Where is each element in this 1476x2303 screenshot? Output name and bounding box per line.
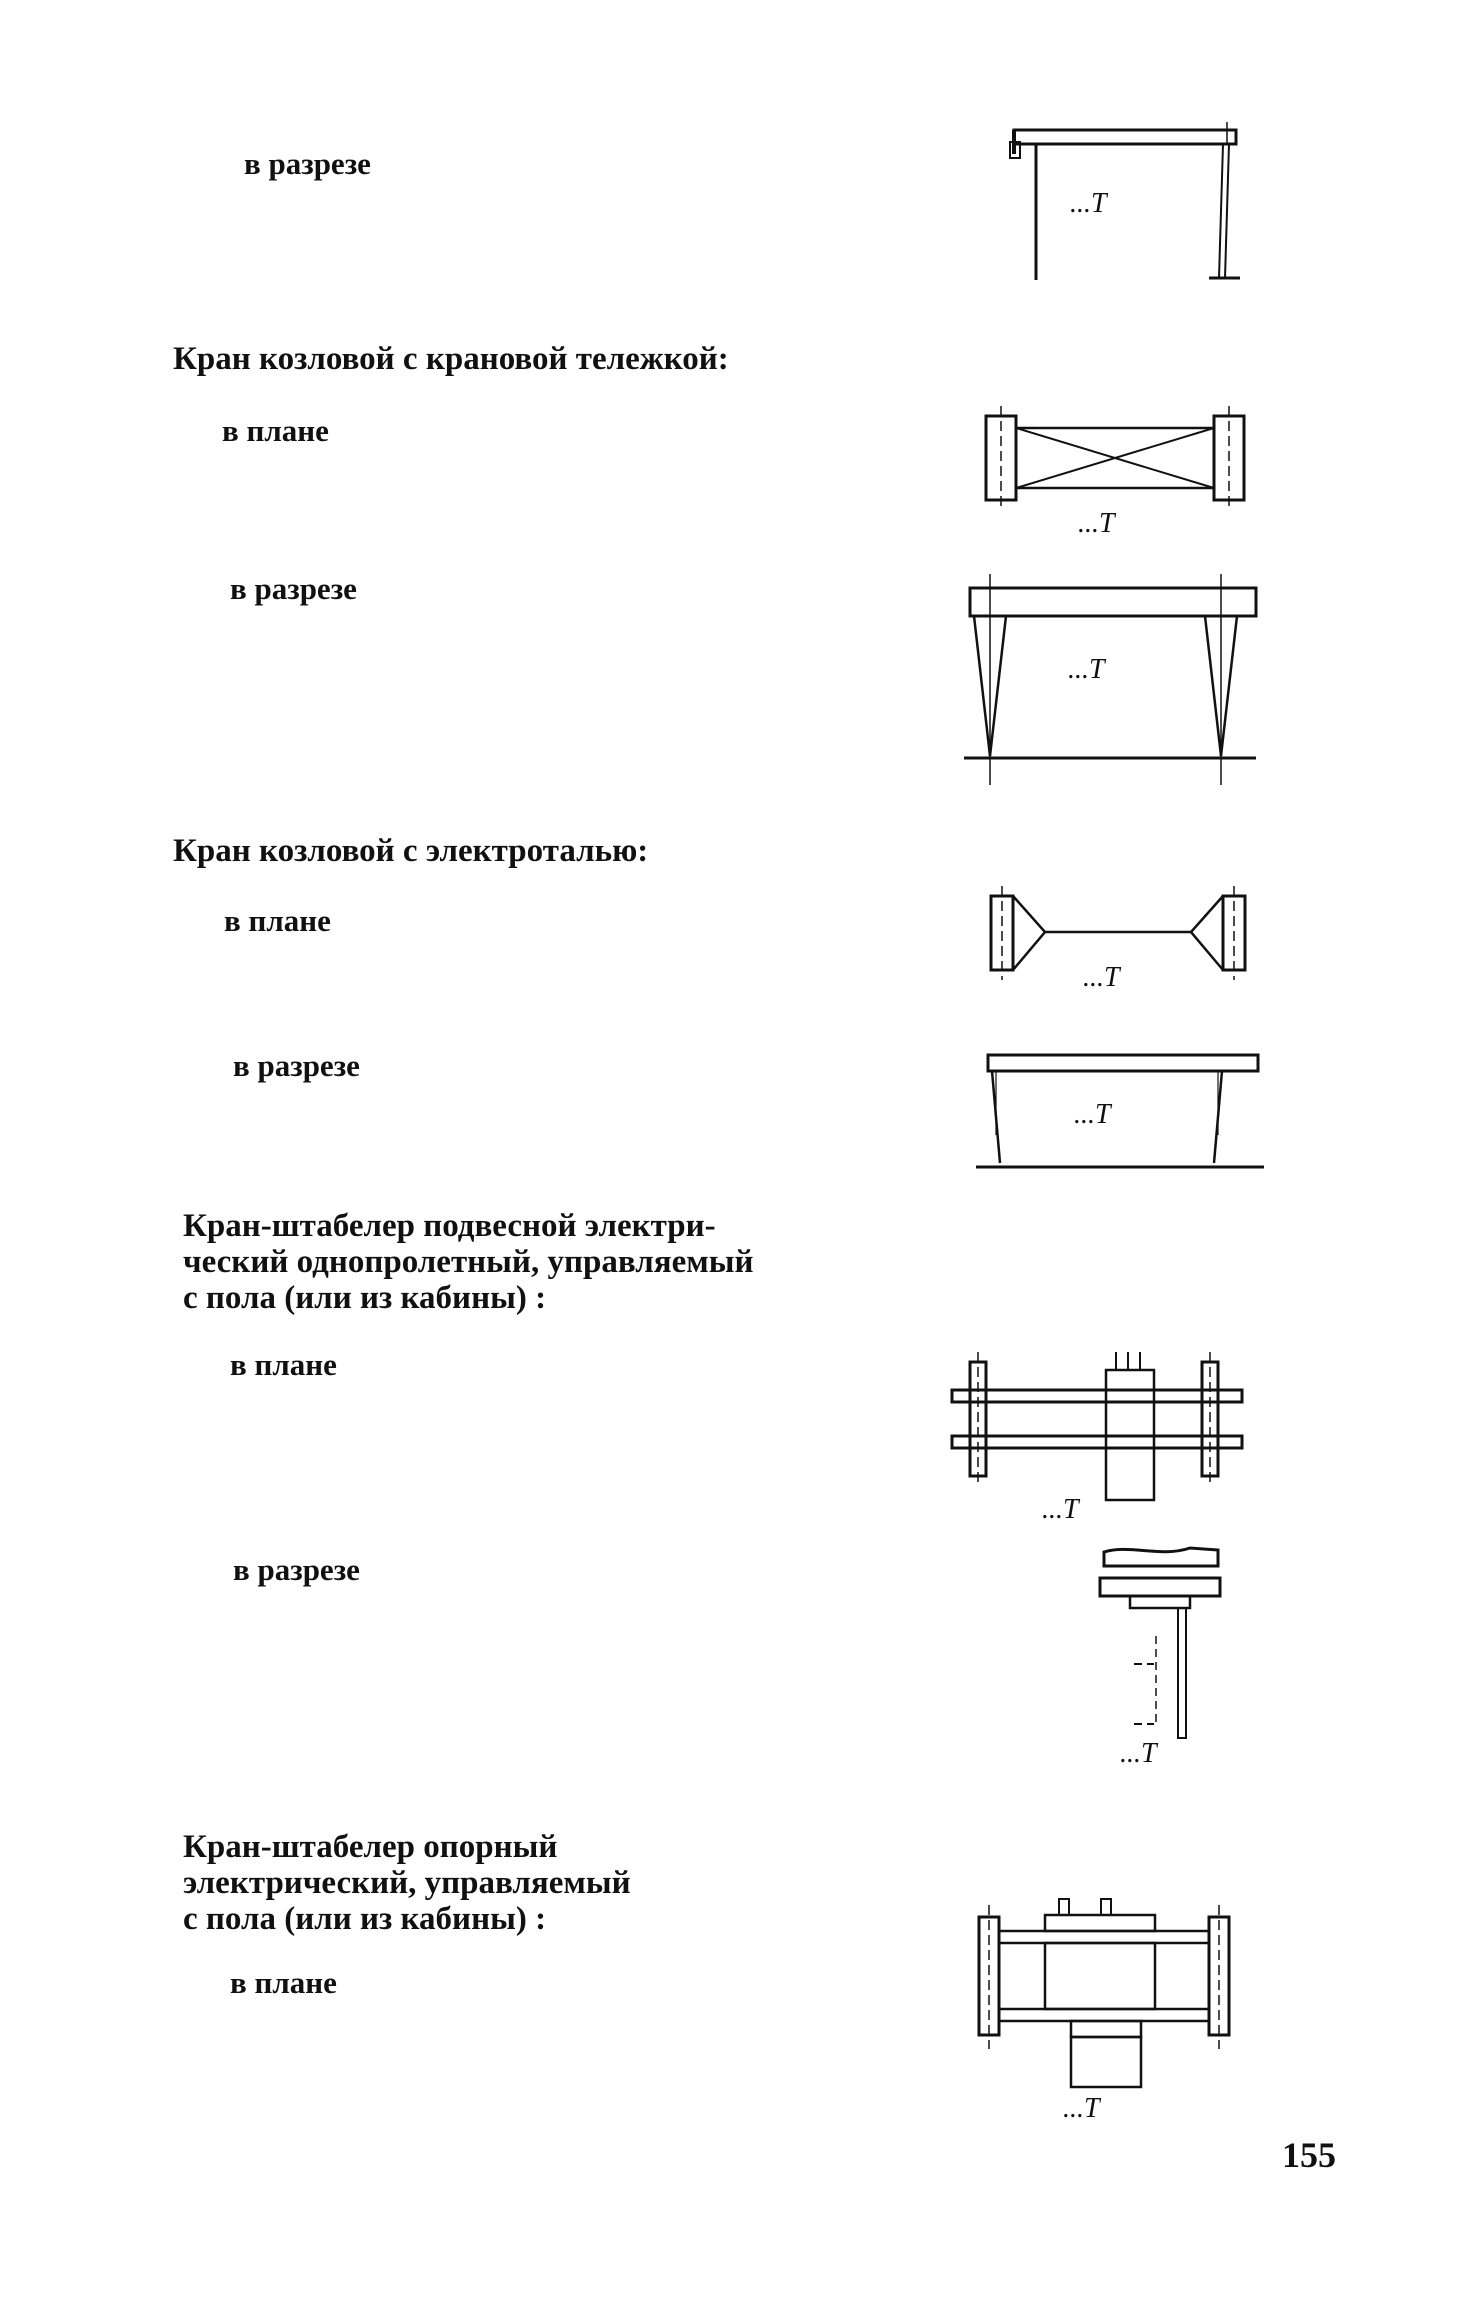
view-label-section: в разрезе xyxy=(233,1048,360,1083)
view-label-plan: в плане xyxy=(230,1965,337,2000)
gantry-crane-hoist-plan-symbol xyxy=(975,880,1265,1000)
view-label-plan: в плане xyxy=(222,413,329,448)
section-heading-line: с пола (или из кабины) : xyxy=(183,1901,547,1937)
symbol-label: ...Т xyxy=(1078,508,1115,539)
section-heading-line: электрический, управляемый xyxy=(183,1865,631,1901)
stacker-crane-supported-plan-symbol xyxy=(965,1885,1255,2125)
view-label-plan: в плане xyxy=(224,903,331,938)
overhead-crane-section-symbol xyxy=(1000,120,1260,290)
section-heading-line: с пола (или из кабины) : xyxy=(183,1280,547,1316)
symbol-label: ...Т xyxy=(1068,654,1105,685)
view-label-section: в разрезе xyxy=(244,146,371,181)
view-label-section: в разрезе xyxy=(230,571,357,606)
view-label-plan: в плане xyxy=(230,1347,337,1382)
section-heading-line: ческий однопролетный, управляемый xyxy=(183,1244,754,1280)
symbol-label: ...Т xyxy=(1070,188,1107,219)
section-heading: Кран козловой с электроталью: xyxy=(173,833,649,869)
page-number: 155 xyxy=(1282,2135,1336,2175)
symbol-label: ...Т xyxy=(1074,1099,1111,1130)
view-label-section: в разрезе xyxy=(233,1552,360,1587)
section-heading: Кран козловой с крановой тележкой: xyxy=(173,341,729,377)
symbol-label: ...Т xyxy=(1063,2093,1100,2124)
stacker-crane-suspended-section-symbol xyxy=(1090,1540,1230,1770)
symbol-label: ...Т xyxy=(1042,1494,1079,1520)
gantry-crane-hoist-section-symbol xyxy=(968,1035,1268,1175)
section-heading-line: Кран-штабелер подвесной электри- xyxy=(183,1208,716,1244)
symbol-label: ...Т xyxy=(1083,962,1120,993)
stacker-crane-suspended-plan-symbol xyxy=(948,1340,1248,1520)
section-heading-line: Кран-штабелер опорный xyxy=(183,1829,558,1865)
symbol-label: ...Т xyxy=(1120,1738,1157,1769)
gantry-crane-trolley-section-symbol xyxy=(960,570,1270,790)
gantry-crane-trolley-plan-symbol xyxy=(970,400,1260,540)
